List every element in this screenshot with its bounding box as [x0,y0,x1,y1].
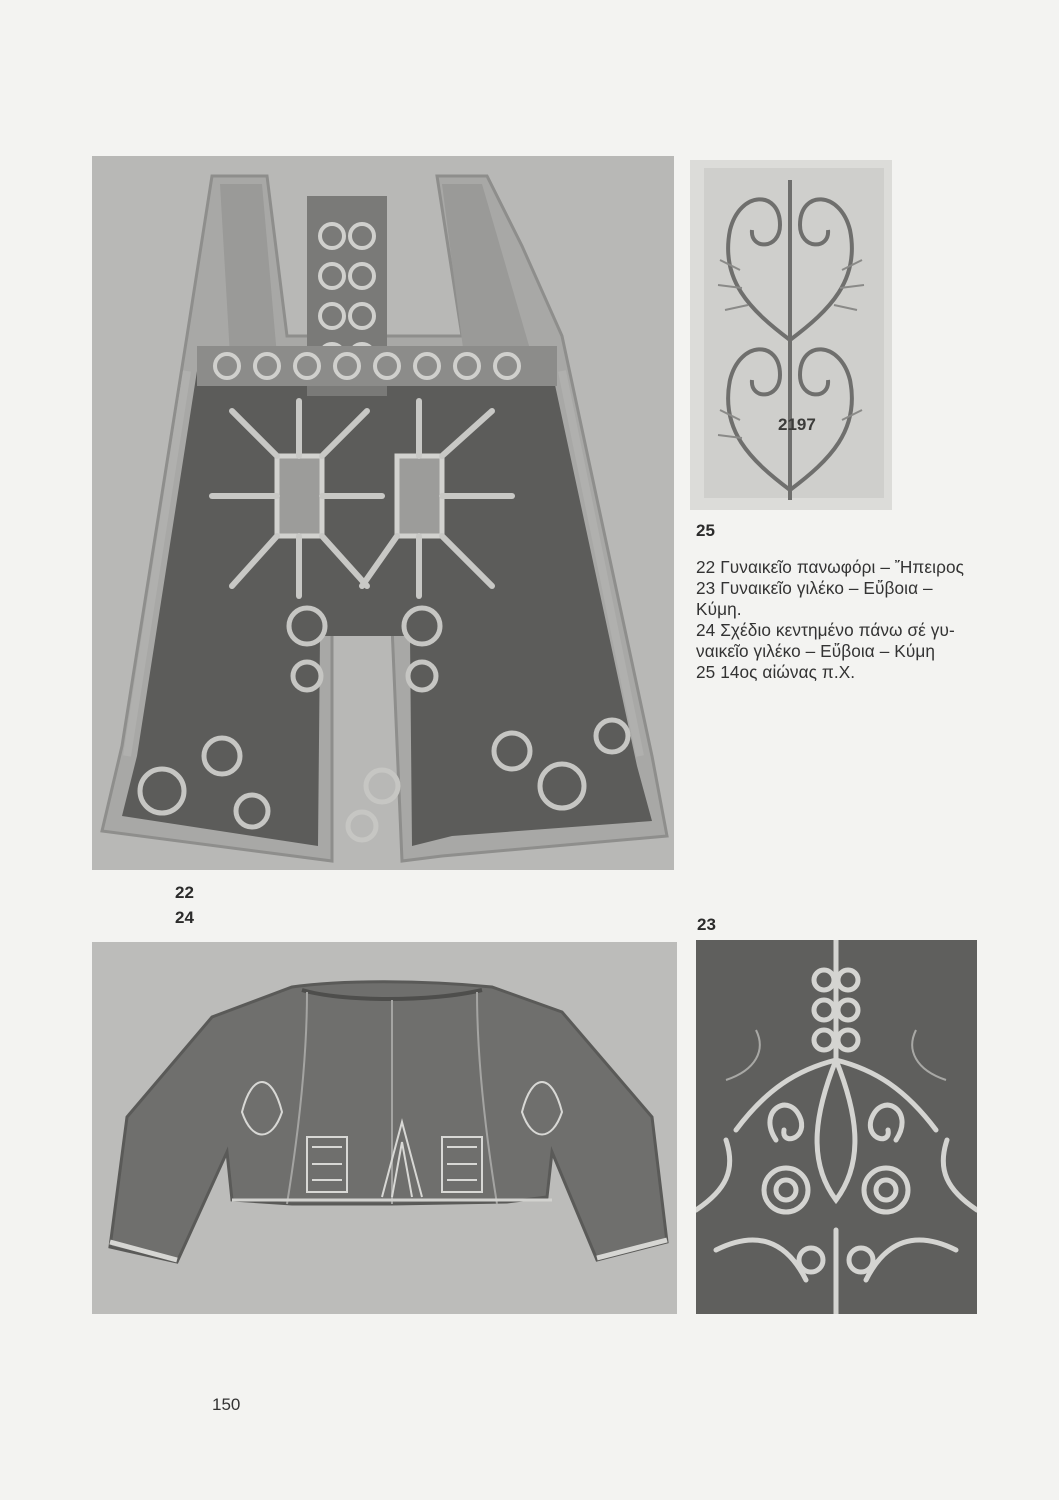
caption-line: 24 Σχέδιο κεντημένο πάνω σέ γυ- [696,620,955,640]
photo-plate-24-jacket [92,942,677,1314]
jacket-illustration [92,942,677,1314]
caption-line: ναικεῖο γιλέκο – Εὔβοια – Κύμη [696,641,935,661]
caption-line: Κύμη. [696,599,742,619]
apron-illustration [92,156,674,870]
plate-label-23: 23 [697,915,716,934]
plate-label-24: 24 [175,908,194,927]
embroidery-illustration [696,940,977,1314]
caption-line: 22 Γυναικεῖο πανωφόρι – Ἤπειρος [696,557,964,577]
caption-block [696,557,996,683]
page-number: 150 [212,1395,241,1414]
plate-label-22: 22 [175,883,194,902]
photo-plate-25-relief [690,160,892,510]
photo-plate-23-embroidery [696,940,977,1314]
caption-line: 25 14ος αἰώνας π.Χ. [696,662,856,682]
photo-plate-22-apron [92,156,674,870]
relief-illustration [690,160,892,510]
caption-line: 23 Γυναικεῖο γιλέκο – Εὔβοια – [696,578,933,598]
relief-inscription: 2197 [778,415,816,434]
plate-label-25: 25 [696,521,715,540]
